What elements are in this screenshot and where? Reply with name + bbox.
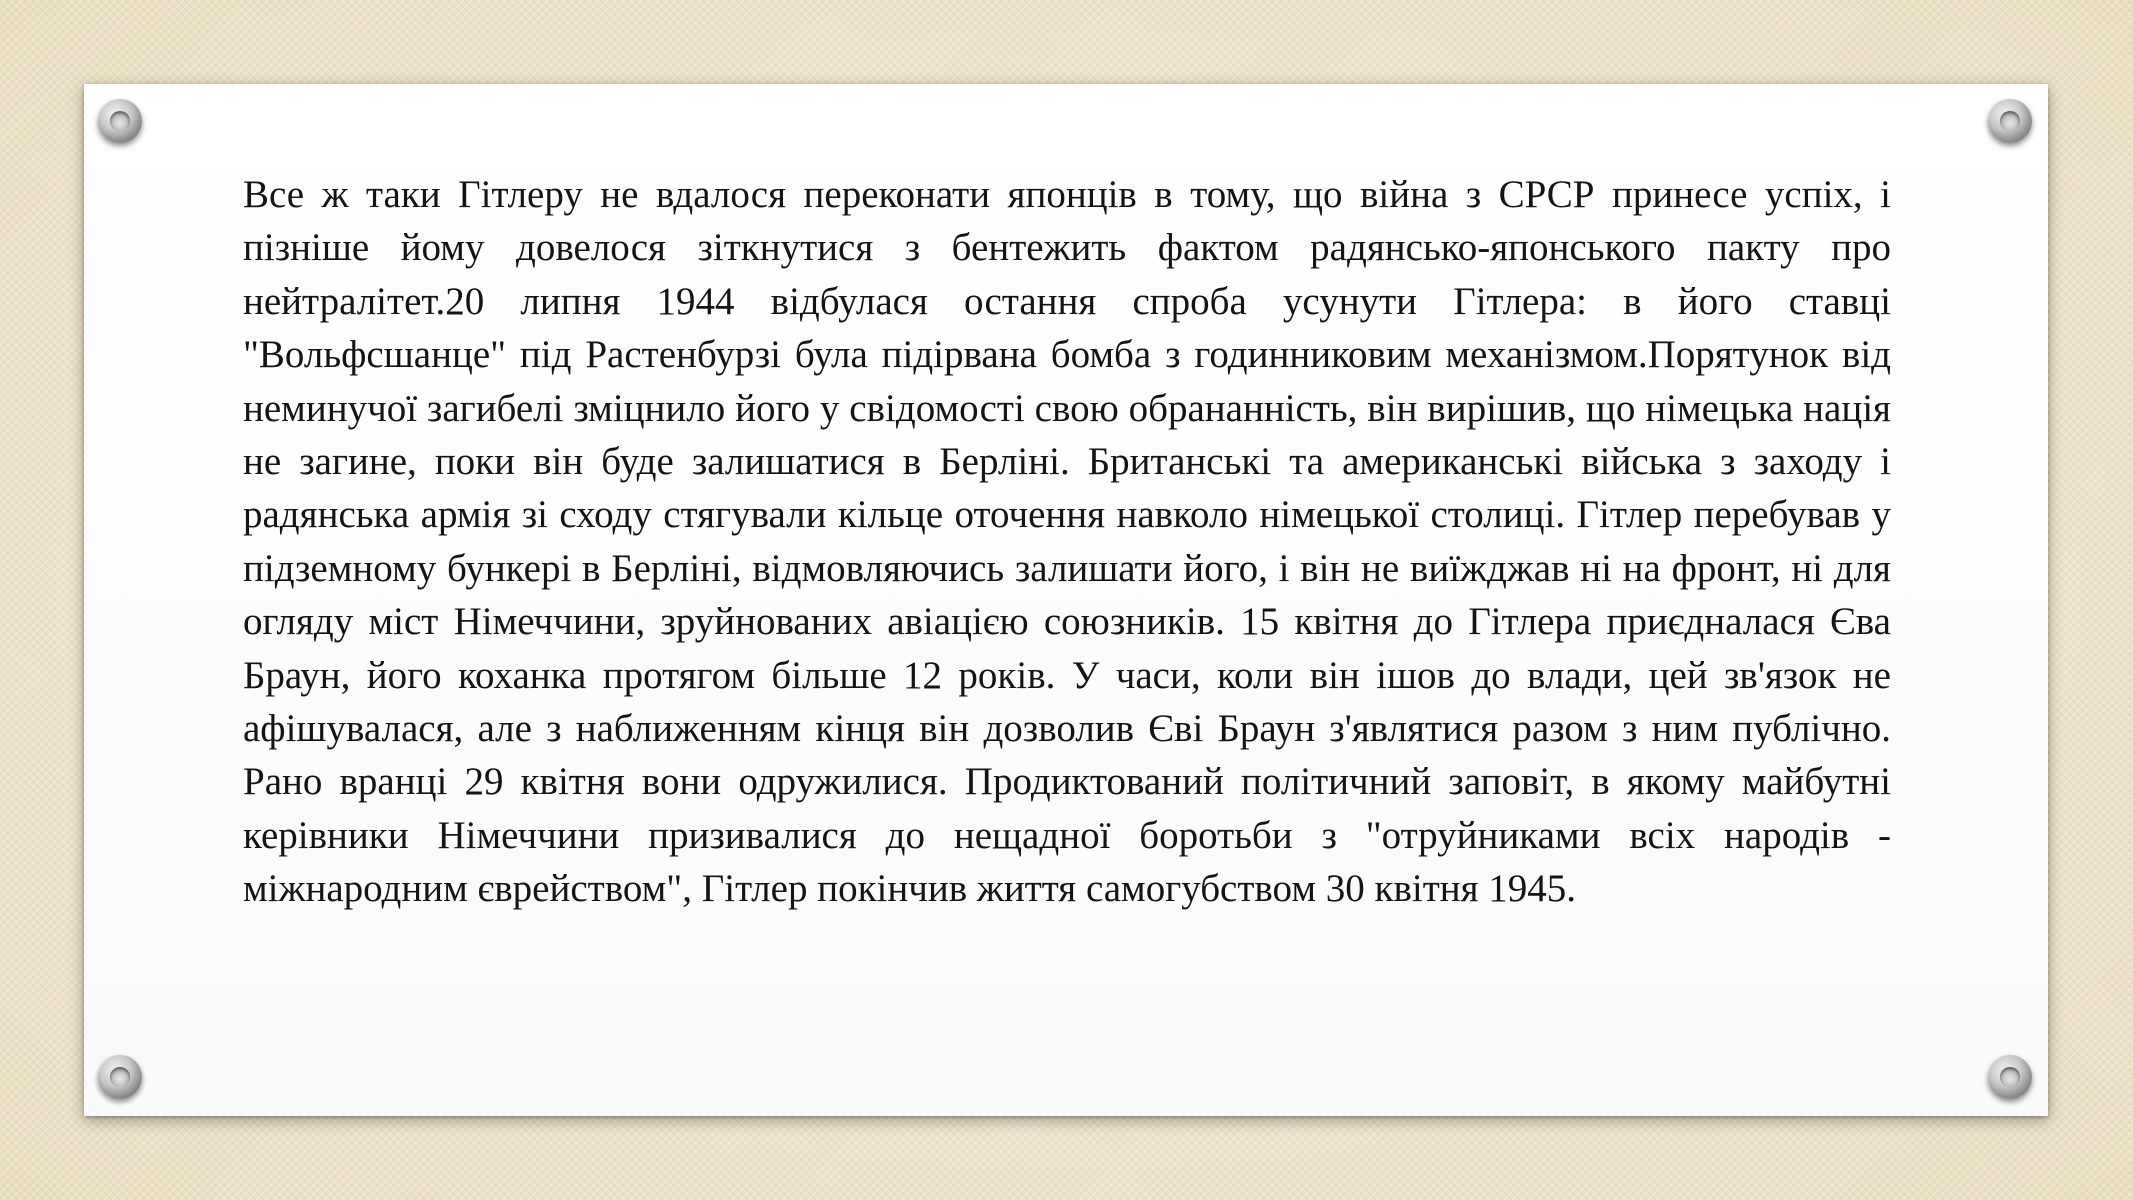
grommet-icon (98, 1055, 142, 1099)
grommet-icon (1988, 99, 2032, 143)
grommet-icon (98, 99, 142, 143)
slide-body-text: Все ж таки Гітлеру не вдалося переконати японців в тому, що війна з СРСР принесе успіх, і пізніше йому довелося зіткнутися з бентежить фактом радянсько-японського пакту про нейтралітет.20 липня 1944 відбулася остання спроба усунути Гітлера: в його ставці "Вольфсшанце" під Растенбурзі була підірвана бомба з годинниковим механізмом.Порятунок від неминучої загибелі зміцнило його у свідомості свою обрананність, він вирішив, що німецька нація не загине, поки він буде залишатися в Берліні. Британські та американські війська з заходу і радянська армія зі сходу стягували кільце оточення навколо німецької столиці. Гітлер перебував у підземному бункері в Берліні, відмовляючись залишати його, і він не виїжджав ні на фронт, ні для огляду міст Німеччини, зруйнованих авіацією союзників. 15 квітня до Гітлера приєдналася Єва Браун, його коханка протягом більше 12 років. У часи, коли він ішов до влади, цей зв'язок не афішувалася, але з наближенням кінця він дозволив Єві Браун з'являтися разом з ним публічно. Рано вранці 29 квітня вони одружилися. Продиктований політичний заповіт, в якому майбутні керівники Німеччини призивалися до нещадної боротьби з "отруйниками всіх народів - міжнародним єврейством", Гітлер покінчив життя самогубством 30 квітня 1945. (243, 173, 1891, 911)
grommet-icon (1988, 1055, 2032, 1099)
